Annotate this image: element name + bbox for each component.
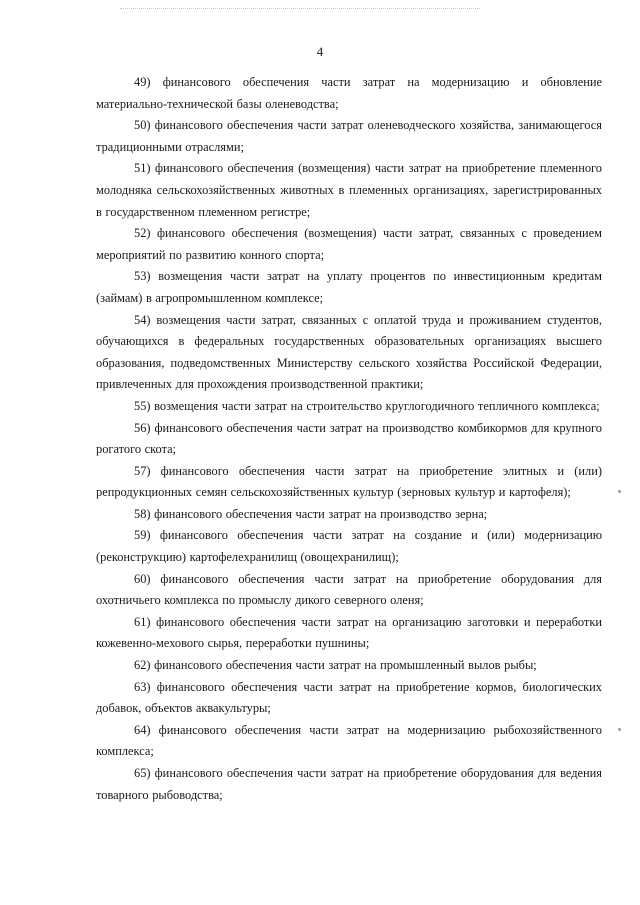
list-item: 61) финансового обеспечения части затрат на организацию заготовки и переработки кожевенно-мехового сырья, переработки пушнины; <box>96 614 602 651</box>
list-item: 58) финансового обеспечения части затрат на производство зерна; <box>134 506 488 521</box>
list-item: 62) финансового обеспечения части затрат на промышленный вылов рыбы; <box>134 658 537 673</box>
margin-mark <box>618 490 621 493</box>
paragraph-list <box>96 72 602 806</box>
margin-mark <box>618 728 621 731</box>
list-item: 59) финансового обеспечения части затрат на создание и (или) модернизацию (реконструкцию) картофелехранилищ (овощехранилищ); <box>96 528 602 565</box>
list-item: 56) финансового обеспечения части затрат на производство комбикормов для крупного рогатого скота; <box>96 420 602 457</box>
list-item: 65) финансового обеспечения части затрат на приобретение оборудования для ведения товарного рыбоводства; <box>96 766 602 802</box>
list-item: 50) финансового обеспечения части затрат оленеводческого хозяйства, занимающегося традиционными отраслями; <box>96 118 602 154</box>
list-item: 54) возмещения части затрат, связанных с оплатой труда и проживанием студентов, обучающихся в федеральных государственных образовательных организациях высшего образования, подведомственных Министерству сельского хозяйства Российской Федерации, привлеченных для прохождения производственной практики; <box>96 312 602 392</box>
list-item: 63) финансового обеспечения части затрат на приобретение кормов, биологических добавок, объектов аквакультуры; <box>96 679 602 716</box>
list-item: 57) финансового обеспечения части затрат на приобретение элитных и (или) репродукционных семян сельскохозяйственных культур (зерновых культур и картофеля); <box>96 463 602 500</box>
list-item: 51) финансового обеспечения (возмещения) части затрат на приобретение племенного молодняка сельскохозяйственных животных в племенных организациях, зарегистрированных в государственном племенном регистре; <box>96 161 602 219</box>
page-number: 4 <box>316 44 324 59</box>
list-item: 53) возмещения части затрат на уплату процентов по инвестиционным кредитам (займам) в агропромышленном комплексе; <box>96 269 602 305</box>
scan-edge-artifact <box>120 8 480 10</box>
list-item: 49) финансового обеспечения части затрат на модернизацию и обновление материально-технической базы оленеводства; <box>96 75 602 111</box>
list-item: 52) финансового обеспечения (возмещения) части затрат, связанных с проведением мероприятий по развитию конного спорта; <box>96 226 602 262</box>
list-item: 60) финансового обеспечения части затрат на приобретение оборудования для охотничьего комплекса по промыслу дикого северного оленя; <box>96 571 602 608</box>
list-item: 55) возмещения части затрат на строительство круглогодичного тепличного комплекса; <box>134 398 600 413</box>
list-item: 64) финансового обеспечения части затрат на модернизацию рыбохозяйственного комплекса; <box>96 722 602 759</box>
